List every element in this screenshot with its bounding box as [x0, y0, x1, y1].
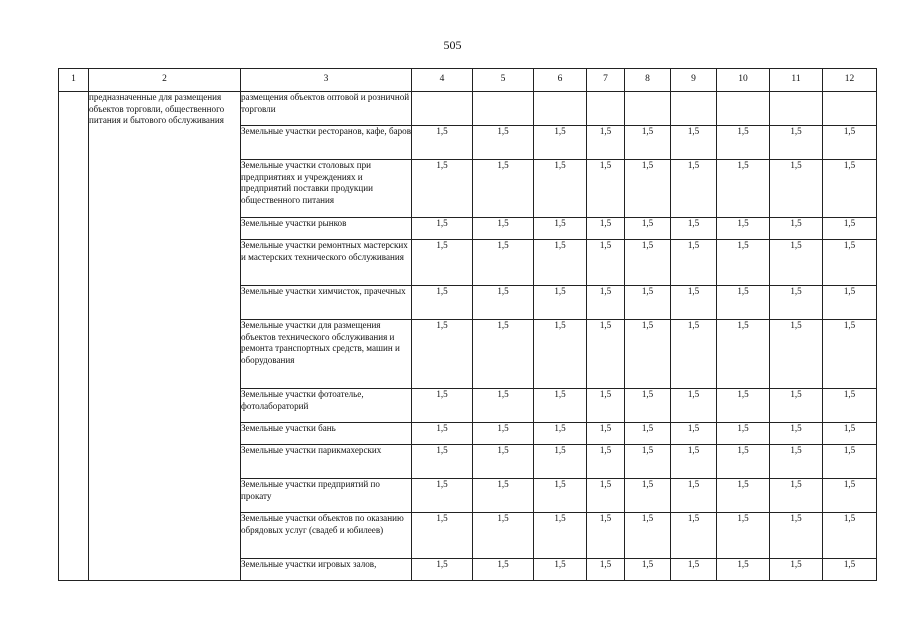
column-header: 10 — [717, 69, 770, 92]
column-header: 5 — [473, 69, 534, 92]
rate-value: 1,5 — [823, 445, 877, 479]
rate-value: 1,5 — [534, 445, 587, 479]
rate-value: 1,5 — [534, 559, 587, 581]
rate-value: 1,5 — [412, 479, 473, 513]
rate-value: 1,5 — [534, 423, 587, 445]
column-header: 8 — [625, 69, 671, 92]
rate-value: 1,5 — [717, 240, 770, 286]
rate-value: 1,5 — [671, 218, 717, 240]
rate-value: 1,5 — [823, 389, 877, 423]
rate-value: 1,5 — [473, 479, 534, 513]
rate-value: 1,5 — [473, 389, 534, 423]
rate-value: 1,5 — [823, 286, 877, 320]
row-number-cell — [59, 92, 89, 581]
column-header: 4 — [412, 69, 473, 92]
rate-value — [823, 92, 877, 126]
rate-value: 1,5 — [534, 218, 587, 240]
rate-value — [534, 92, 587, 126]
rate-value: 1,5 — [671, 423, 717, 445]
rate-value: 1,5 — [823, 126, 877, 160]
rate-value: 1,5 — [770, 559, 823, 581]
rate-value: 1,5 — [671, 286, 717, 320]
column-header: 1 — [59, 69, 89, 92]
rate-value: 1,5 — [625, 320, 671, 389]
rate-value: 1,5 — [625, 286, 671, 320]
rate-value: 1,5 — [625, 445, 671, 479]
rate-value: 1,5 — [587, 559, 625, 581]
rate-value: 1,5 — [671, 126, 717, 160]
rate-value: 1,5 — [473, 286, 534, 320]
rate-value: 1,5 — [625, 160, 671, 218]
rate-value: 1,5 — [625, 513, 671, 559]
rate-value: 1,5 — [473, 160, 534, 218]
rate-value: 1,5 — [625, 423, 671, 445]
rate-value: 1,5 — [717, 320, 770, 389]
rate-value: 1,5 — [412, 423, 473, 445]
column-header: 3 — [241, 69, 412, 92]
category-cell: предназначенные для размещения объектов торговли, общественного питания и бытового обслуживания — [89, 92, 241, 581]
land-use-name: Земельные участки объектов по оказанию обрядовых услуг (свадеб и юбилеев) — [241, 513, 412, 559]
column-header: 12 — [823, 69, 877, 92]
rate-value: 1,5 — [671, 320, 717, 389]
rate-value: 1,5 — [587, 479, 625, 513]
rate-value: 1,5 — [625, 559, 671, 581]
rate-value: 1,5 — [587, 126, 625, 160]
rate-value: 1,5 — [717, 126, 770, 160]
rate-value: 1,5 — [534, 389, 587, 423]
rate-value: 1,5 — [671, 240, 717, 286]
rate-value: 1,5 — [587, 423, 625, 445]
rate-value: 1,5 — [625, 389, 671, 423]
rate-value: 1,5 — [823, 559, 877, 581]
rate-value: 1,5 — [412, 160, 473, 218]
rate-value — [473, 92, 534, 126]
rate-value: 1,5 — [473, 320, 534, 389]
land-use-name: Земельные участки рынков — [241, 218, 412, 240]
rate-value: 1,5 — [473, 126, 534, 160]
rate-value: 1,5 — [587, 160, 625, 218]
rate-value — [671, 92, 717, 126]
rate-value: 1,5 — [473, 218, 534, 240]
rate-value: 1,5 — [770, 389, 823, 423]
land-use-name: Земельные участки бань — [241, 423, 412, 445]
rate-value: 1,5 — [770, 126, 823, 160]
rate-value: 1,5 — [587, 286, 625, 320]
rate-value: 1,5 — [412, 218, 473, 240]
column-header: 6 — [534, 69, 587, 92]
rate-value — [587, 92, 625, 126]
rate-value: 1,5 — [412, 389, 473, 423]
table-body — [59, 92, 877, 581]
land-use-name: Земельные участки ремонтных мастерских и мастерских технического обслуживания — [241, 240, 412, 286]
rate-value: 1,5 — [473, 559, 534, 581]
rate-value: 1,5 — [412, 240, 473, 286]
rate-value: 1,5 — [770, 423, 823, 445]
rate-value: 1,5 — [534, 160, 587, 218]
rate-value — [717, 92, 770, 126]
rate-value: 1,5 — [587, 445, 625, 479]
rate-value: 1,5 — [412, 320, 473, 389]
rate-value: 1,5 — [717, 160, 770, 218]
rate-value: 1,5 — [717, 389, 770, 423]
rate-value: 1,5 — [473, 423, 534, 445]
rate-value: 1,5 — [534, 126, 587, 160]
rate-value: 1,5 — [671, 389, 717, 423]
land-use-name: размещения объектов оптовой и розничной торговли — [241, 92, 412, 126]
column-header: 2 — [89, 69, 241, 92]
column-header: 7 — [587, 69, 625, 92]
rate-value: 1,5 — [717, 286, 770, 320]
rate-value: 1,5 — [823, 320, 877, 389]
rate-value: 1,5 — [717, 218, 770, 240]
rate-value: 1,5 — [770, 218, 823, 240]
rate-value: 1,5 — [412, 513, 473, 559]
column-header: 11 — [770, 69, 823, 92]
rate-value: 1,5 — [717, 423, 770, 445]
rate-value: 1,5 — [823, 218, 877, 240]
land-use-name: Земельные участки парикмахерских — [241, 445, 412, 479]
rate-value: 1,5 — [823, 423, 877, 445]
rate-value: 1,5 — [412, 286, 473, 320]
rate-value: 1,5 — [671, 559, 717, 581]
rate-value: 1,5 — [823, 160, 877, 218]
rate-value: 1,5 — [823, 513, 877, 559]
rate-value: 1,5 — [717, 513, 770, 559]
rate-value: 1,5 — [625, 240, 671, 286]
rate-value: 1,5 — [473, 513, 534, 559]
rate-value: 1,5 — [534, 513, 587, 559]
land-use-name: Земельные участки игровых залов, — [241, 559, 412, 581]
rate-value: 1,5 — [717, 445, 770, 479]
header-row — [59, 69, 877, 92]
rate-value: 1,5 — [625, 479, 671, 513]
rate-value: 1,5 — [770, 160, 823, 218]
rate-value: 1,5 — [717, 559, 770, 581]
rate-value: 1,5 — [587, 513, 625, 559]
column-header: 9 — [671, 69, 717, 92]
land-use-name: Земельные участки для размещения объектов технического обслуживания и ремонта транспортных средств, машин и оборудования — [241, 320, 412, 389]
rate-value: 1,5 — [587, 218, 625, 240]
page-number: 505 — [443, 38, 462, 52]
land-use-name: Земельные участки фотоателье, фотолабораторий — [241, 389, 412, 423]
rate-value: 1,5 — [473, 240, 534, 286]
rate-value: 1,5 — [534, 240, 587, 286]
land-use-name: Земельные участки химчисток, прачечных — [241, 286, 412, 320]
table-row — [59, 92, 877, 126]
rate-value: 1,5 — [534, 320, 587, 389]
rate-value — [770, 92, 823, 126]
rate-value: 1,5 — [625, 218, 671, 240]
rate-value: 1,5 — [823, 240, 877, 286]
rate-value: 1,5 — [671, 160, 717, 218]
rate-value: 1,5 — [587, 320, 625, 389]
rate-value: 1,5 — [412, 559, 473, 581]
rate-value: 1,5 — [412, 445, 473, 479]
rate-value: 1,5 — [770, 240, 823, 286]
rate-value — [625, 92, 671, 126]
rate-value: 1,5 — [770, 320, 823, 389]
rate-value: 1,5 — [671, 479, 717, 513]
rate-value: 1,5 — [717, 479, 770, 513]
rate-value: 1,5 — [770, 479, 823, 513]
rate-value: 1,5 — [770, 445, 823, 479]
land-use-name: Земельные участки предприятий по прокату — [241, 479, 412, 513]
rates-table — [58, 68, 877, 581]
rate-value: 1,5 — [473, 445, 534, 479]
rate-value — [412, 92, 473, 126]
rate-value: 1,5 — [587, 240, 625, 286]
rate-value: 1,5 — [770, 286, 823, 320]
rate-value: 1,5 — [412, 126, 473, 160]
rate-value: 1,5 — [534, 286, 587, 320]
rate-value: 1,5 — [770, 513, 823, 559]
land-use-name: Земельные участки ресторанов, кафе, баров — [241, 126, 412, 160]
rate-value: 1,5 — [587, 389, 625, 423]
rate-value: 1,5 — [671, 513, 717, 559]
rate-value: 1,5 — [534, 479, 587, 513]
rate-value: 1,5 — [823, 479, 877, 513]
rate-value: 1,5 — [671, 445, 717, 479]
rate-value: 1,5 — [625, 126, 671, 160]
land-use-name: Земельные участки столовых при предприятиях и учреждениях и предприятий поставки продукции общественного питания — [241, 160, 412, 218]
